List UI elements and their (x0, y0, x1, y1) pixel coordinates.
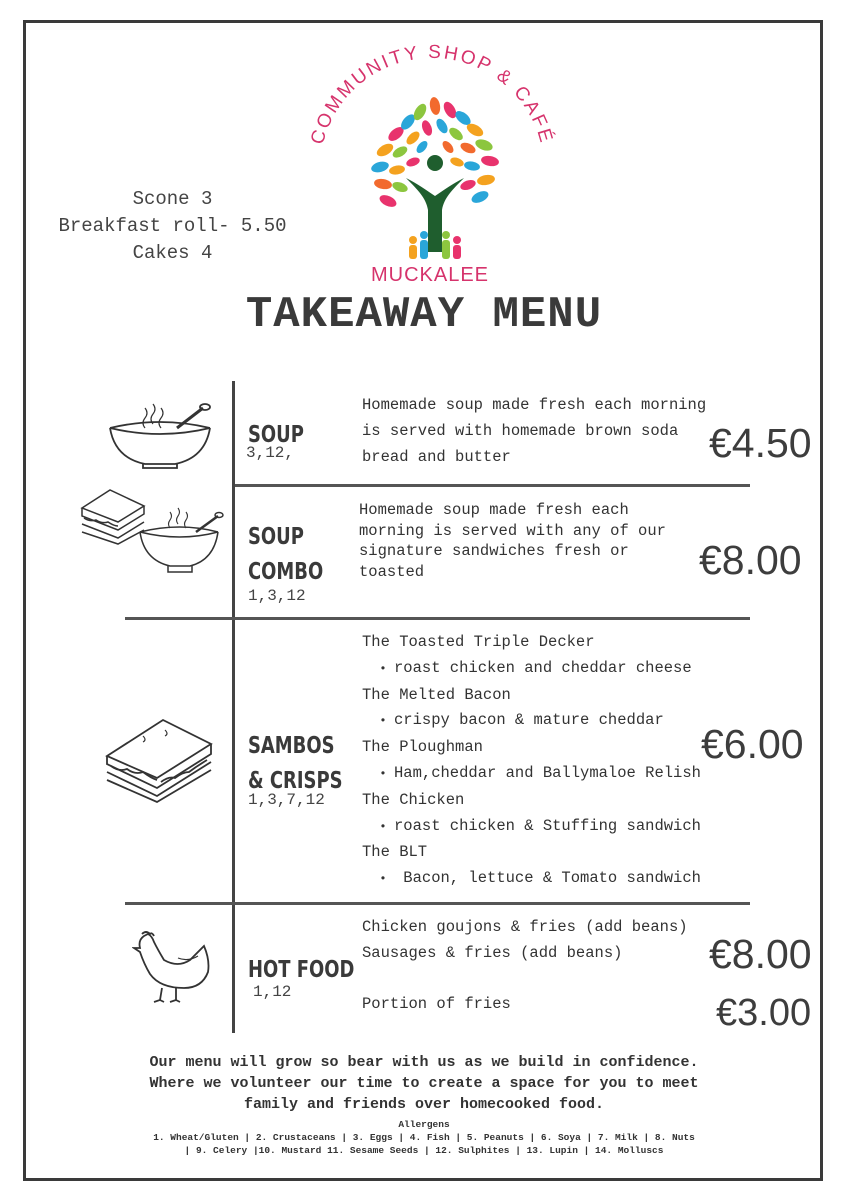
sandwich-name: The BLT (362, 843, 428, 862)
allergens-line: 1. Wheat/Gluten | 2. Crustaceans | 3. Eggs | 4. Fish | 5. Peanuts | 6. Soya | 7. Milk | 8. Nuts (153, 1132, 695, 1143)
hot-food-item: Sausages & fries (add beans) (362, 944, 623, 962)
hot-food-item: Portion of fries (362, 995, 511, 1013)
allergens-line: | 9. Celery |10. Mustard 11. Sesame Seeds | 12. Sulphites | 13. Lupin | 14. Molluscs (184, 1145, 664, 1156)
combo-desc-line: signature sandwiches fresh or (359, 542, 629, 560)
brand-arc-text: COMMUNITY SHOP & CAFÉ (307, 41, 557, 147)
sandwich-name: The Chicken (362, 790, 465, 809)
extra-cakes: Cakes 4 (132, 242, 213, 264)
extra-breakfast-roll: Breakfast roll- 5.50 (58, 215, 287, 237)
soup-description (362, 392, 706, 470)
category-soup: SOUP (248, 422, 304, 448)
soup-desc-line: bread and butter (362, 448, 511, 466)
combo-description (359, 500, 666, 582)
soup-allergens: 3,12, (246, 444, 295, 462)
allergens-heading: Allergens (398, 1119, 450, 1130)
combo-price: €8.00 (699, 537, 802, 583)
footer-line: family and friends over homecooked food. (243, 1096, 605, 1113)
combo-desc-line: morning is served with any of our (359, 521, 666, 540)
divider-combo (125, 617, 750, 620)
chicken-icon (132, 928, 212, 1006)
hot-food-price: €8.00 (709, 931, 812, 977)
sandwich-name: The Toasted Triple Decker (362, 633, 595, 651)
sandwich-name: The Melted Bacon (362, 685, 511, 704)
footer-message (60, 1052, 788, 1115)
soup-desc-line: Homemade soup made fresh each morning (362, 396, 707, 414)
sandwich-detail: • Bacon, lettuce & Tomato sandwich (362, 866, 701, 893)
brand-location: MUCKALEE (370, 264, 490, 286)
sambos-price: €6.00 (701, 721, 804, 767)
sambos-allergens: 1,3,7,12 (248, 791, 325, 809)
sandwich-icon (103, 716, 215, 804)
sandwich-detail: • roast chicken and cheddar cheese (362, 656, 701, 683)
hot-food-allergens: 1,12 (253, 983, 292, 1001)
sandwich-detail: • Ham,cheddar and Ballymaloe Relish (362, 761, 701, 788)
category-hot-food: HOT FOOD (248, 957, 355, 983)
page-title: TAKEAWAY MENU (245, 290, 603, 340)
fries-price: €3.00 (716, 992, 812, 1034)
divider-sambos (125, 902, 750, 905)
footer-line: Our menu will grow so bear with us as we build in confidence. (149, 1054, 699, 1071)
sandwich-and-soup-icon (78, 486, 224, 576)
tree-logo-icon (300, 30, 560, 290)
extra-scone: Scone 3 (132, 188, 213, 210)
column-divider (232, 381, 235, 1033)
category-sambos-line2: & CRISPS (248, 768, 343, 794)
category-combo-line1: SOUP (248, 524, 304, 550)
combo-desc-line: Homemade soup made fresh each (359, 501, 629, 519)
allergens-legend (60, 1118, 788, 1157)
category-combo-line2: COMBO (248, 559, 324, 585)
footer-line: Where we volunteer our time to create a space for you to meet (149, 1075, 699, 1092)
category-sambos-line1: SAMBOS (248, 733, 335, 759)
sandwich-name: The Ploughman (362, 738, 483, 757)
combo-allergens: 1,3,12 (248, 587, 306, 605)
tree-leaves (370, 96, 500, 209)
combo-desc-line: toasted (359, 562, 425, 581)
soup-bowl-icon (105, 398, 215, 470)
sandwich-detail: • crispy bacon & mature cheddar (362, 708, 701, 735)
extras-list (40, 186, 305, 267)
divider-soup (235, 484, 750, 487)
sambos-list (362, 630, 701, 893)
sandwich-detail: • roast chicken & Stuffing sandwich (362, 814, 701, 841)
soup-desc-line: is served with homemade brown soda (362, 422, 679, 440)
hot-food-item: Chicken goujons & fries (add beans) (362, 918, 688, 936)
brand-logo (300, 30, 560, 290)
soup-price: €4.50 (709, 420, 812, 466)
